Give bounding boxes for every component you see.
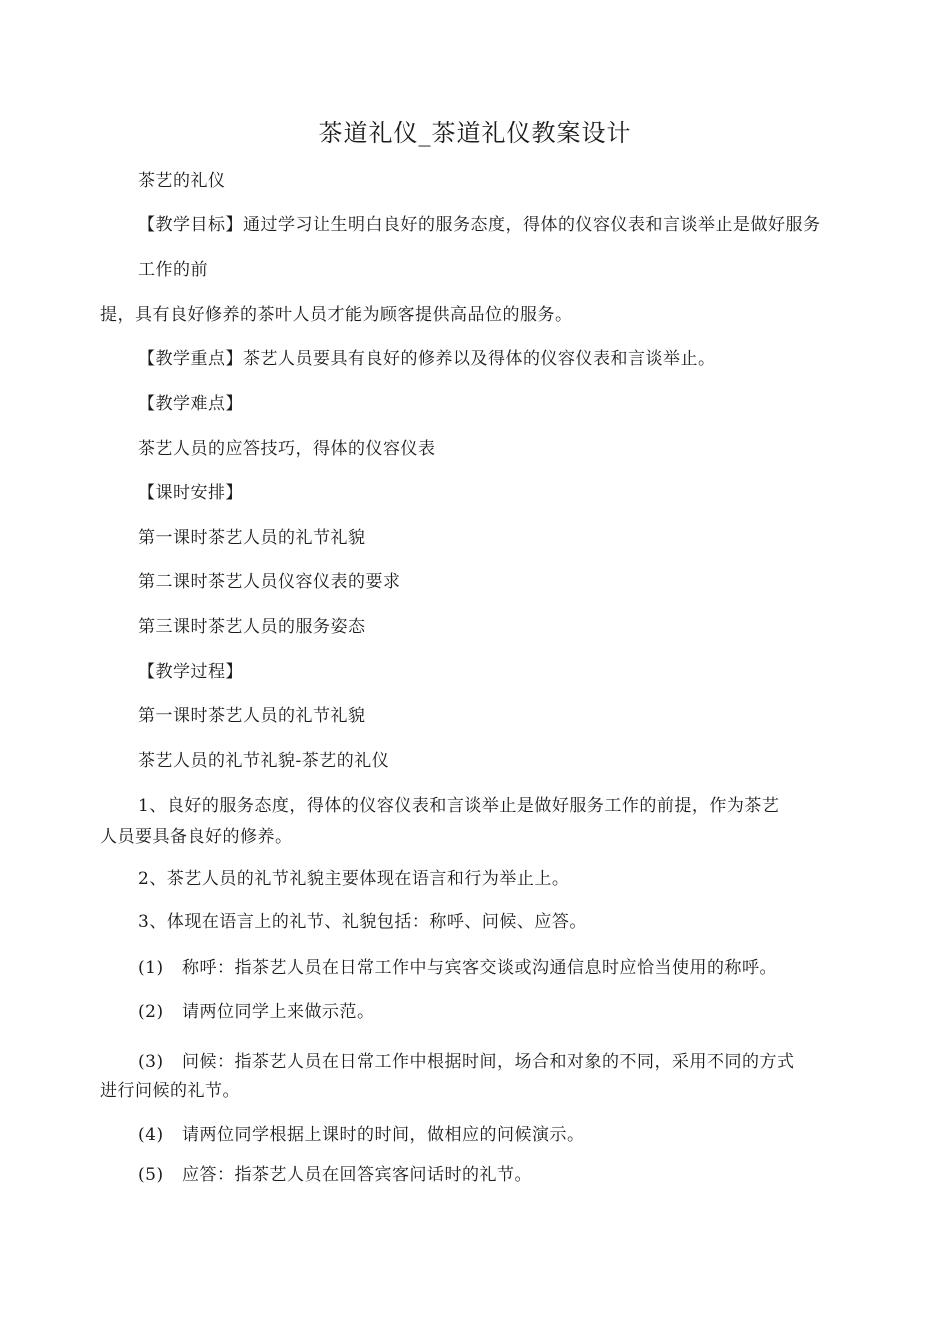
list-item <box>138 1124 585 1146</box>
list-item-number: (5) <box>138 1165 164 1185</box>
paragraph-line: 第一课时茶艺人员的礼节礼貌 <box>138 706 366 726</box>
list-item-number: (3) <box>138 1052 164 1072</box>
list-item-number: (1) <box>138 958 164 978</box>
paragraph-line: 茶艺的礼仪 <box>138 171 226 191</box>
list-item-number: (4) <box>138 1125 164 1145</box>
paragraph-line: 提，具有良好修养的茶叶人员才能为顾客提供高品位的服务。 <box>100 305 573 325</box>
paragraph-line: 3、体现在语言上的礼节、礼貌包括：称呼、问候、应答。 <box>138 912 587 932</box>
paragraph-line: 茶艺人员的礼节礼貌-茶艺的礼仪 <box>138 751 390 771</box>
list-item <box>138 957 777 979</box>
paragraph-line: 2、茶艺人员的礼节礼貌主要体现在语言和行为举止上。 <box>138 869 570 889</box>
list-item <box>138 1051 795 1073</box>
list-item-text: 应答：指茶艺人员在回答宾客问话时的礼节。 <box>182 1165 532 1185</box>
paragraph-line: 人员要具备良好的修养。 <box>100 827 293 847</box>
list-item-number: (2) <box>138 1002 164 1022</box>
list-item-text: 进行问候的礼节。 <box>100 1081 240 1101</box>
paragraph-line: 1、良好的服务态度，得体的仪容仪表和言谈举止是做好服务工作的前提，作为茶艺 <box>138 796 780 816</box>
list-item-text: 称呼：指茶艺人员在日常工作中与宾客交谈或沟通信息时应恰当使用的称呼。 <box>182 958 777 978</box>
list-item-text: 问候：指茶艺人员在日常工作中根据时间，场合和对象的不同，采用不同的方式 <box>182 1052 795 1072</box>
paragraph-line: 【教学过程】 <box>138 662 243 682</box>
list-item-text: 请两位同学根据上课时的时间，做相应的问候演示。 <box>182 1125 585 1145</box>
document-title: 茶道礼仪_茶道礼仪教案设计 <box>318 119 632 147</box>
paragraph-line: 茶艺人员的应答技巧，得体的仪容仪表 <box>138 439 436 459</box>
list-item-continuation <box>100 1080 240 1102</box>
list-item-text: 请两位同学上来做示范。 <box>182 1002 375 1022</box>
paragraph-line: 【教学重点】茶艺人员要具有良好的修养以及得体的仪容仪表和言谈举止。 <box>138 349 716 369</box>
paragraph-line: 【教学目标】通过学习让生明白良好的服务态度，得体的仪容仪表和言谈举止是做好服务 <box>138 215 821 235</box>
paragraph-line: 第三课时茶艺人员的服务姿态 <box>138 617 366 637</box>
paragraph-line: 【教学难点】 <box>138 394 243 414</box>
paragraph-line: 【课时安排】 <box>138 483 243 503</box>
paragraph-line: 工作的前 <box>138 260 208 280</box>
paragraph-line: 第二课时茶艺人员仪容仪表的要求 <box>138 572 401 592</box>
list-item <box>138 1164 532 1186</box>
list-item <box>138 1001 375 1023</box>
paragraph-line: 第一课时茶艺人员的礼节礼貌 <box>138 528 366 548</box>
